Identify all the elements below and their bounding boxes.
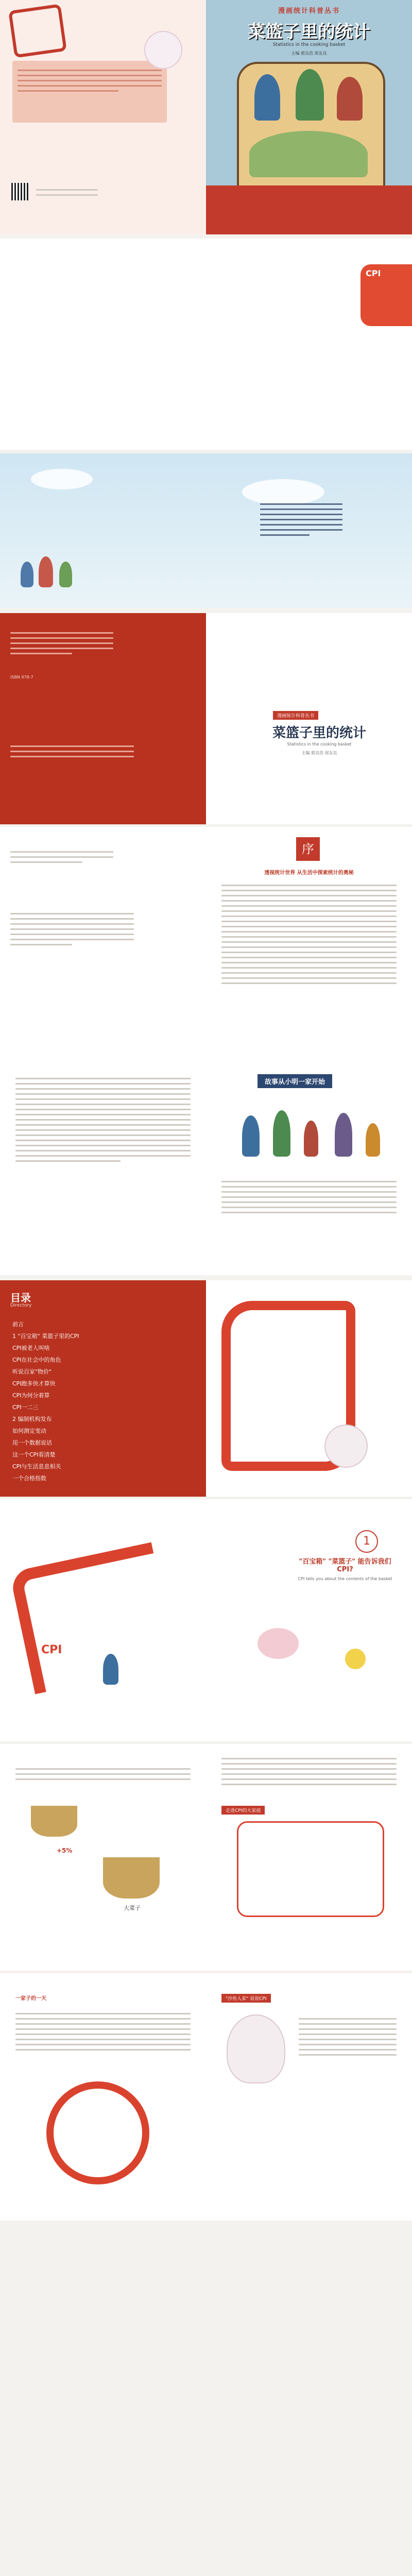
endpaper-spread xyxy=(0,239,412,450)
preface-seal xyxy=(296,837,320,861)
family-illustration xyxy=(237,62,385,195)
plus-label: +5% xyxy=(57,1847,73,1854)
cover-title: 菜篮子里的统计 xyxy=(248,22,370,42)
cpi-arrow-art xyxy=(9,1542,177,1694)
basket-small xyxy=(31,1806,77,1837)
preface-title: 序 xyxy=(302,842,314,856)
back-cover-cpi-art xyxy=(8,4,67,58)
front-cover xyxy=(206,0,412,234)
chapter1-subtitle: CPI tells you about the contents of the basket xyxy=(298,1577,392,1581)
toc-item[interactable]: 1 "百宝箱" 菜篮子里的CPI xyxy=(12,1333,79,1340)
contents-spread xyxy=(0,1280,412,1497)
cpi-corner-art xyxy=(360,264,412,326)
toc-item[interactable]: 前言 xyxy=(12,1321,24,1328)
back-cover xyxy=(0,0,206,234)
contents-subtitle: Directory xyxy=(10,1303,32,1308)
contents-page xyxy=(0,1280,206,1497)
characters-left xyxy=(21,556,77,592)
toc-item[interactable]: CPI一二三 xyxy=(12,1404,39,1411)
final-tag: "沙鱼人家" 说说CPI xyxy=(221,1994,271,2003)
preface-continued xyxy=(0,1054,206,1275)
chick-character xyxy=(345,1649,366,1669)
basket-big xyxy=(103,1857,160,1899)
chapter-illustration xyxy=(206,1280,412,1497)
publication-info xyxy=(0,827,206,1054)
toc-item[interactable]: 用一个数据说话 xyxy=(12,1439,52,1446)
cpi-arrow-label: CPI xyxy=(41,1643,62,1656)
pig-character xyxy=(258,1628,299,1659)
intro-text-block xyxy=(260,500,342,539)
copyright-page xyxy=(0,613,206,824)
garlic-character xyxy=(324,1425,368,1468)
toc-item[interactable]: CPI被老人叫啥 xyxy=(12,1345,50,1351)
cpi-family-chart xyxy=(237,1821,384,1917)
basket-big-label: 大菜子 xyxy=(124,1905,141,1911)
back-cover-credits xyxy=(36,185,98,199)
isbn-text: ISBN 978-7 xyxy=(10,675,33,680)
cover-authors: 主编 郭良浩 周友良 xyxy=(291,51,327,56)
endpaper-left xyxy=(0,239,206,450)
toc-item[interactable]: 2 编制机构发布 xyxy=(12,1416,52,1422)
garlic-mascot xyxy=(227,2014,285,2083)
preface-spread xyxy=(0,827,412,1054)
story-spread xyxy=(0,1054,412,1275)
cpi-corner-label: CPI xyxy=(366,268,381,278)
title-spread xyxy=(0,613,412,824)
inner-title-page xyxy=(206,613,412,824)
inner-series: 漫画统计科普丛书 xyxy=(273,711,318,720)
cover-subtitle: Statistics in the cooking basket xyxy=(272,42,346,47)
final-spread xyxy=(0,1973,412,2221)
contents-list xyxy=(12,1316,167,1486)
inner-title: 菜篮子里的统计 xyxy=(272,725,366,741)
final-left-page xyxy=(0,1973,206,2221)
story-title: 故事从小明一家开始 xyxy=(258,1074,332,1088)
toc-item[interactable]: CPI在社会中的角色 xyxy=(12,1357,61,1363)
contents-title: 目录 xyxy=(10,1292,31,1304)
garlic-illustration xyxy=(144,31,182,69)
chapter1-opener xyxy=(206,1499,412,1741)
story-opener xyxy=(206,1054,412,1275)
final-section-header: 一家子的一天 xyxy=(15,1996,46,2002)
inner-subtitle: Statistics in the cooking basket xyxy=(287,742,352,747)
series-banner: 漫画统计科普丛书 xyxy=(278,7,340,15)
toc-item[interactable]: 如何测定变动 xyxy=(12,1428,46,1434)
toc-item[interactable]: CPI与生活息息相关 xyxy=(12,1463,61,1470)
chapter-number: 1 xyxy=(355,1530,378,1553)
cover-spread xyxy=(0,0,412,234)
cover-red-band xyxy=(206,185,412,234)
basket-text-page xyxy=(206,1744,412,1971)
toc-item[interactable]: 这一个CPI看清楚 xyxy=(12,1451,56,1458)
cpi-ring-diagram xyxy=(46,2081,149,2184)
chapter1-title: "百宝箱" "菜篮子" 能告诉我们CPI? xyxy=(299,1558,391,1573)
toc-item[interactable]: CPI跑多快才算快 xyxy=(12,1380,56,1387)
toc-item[interactable]: CPI为何分着算 xyxy=(12,1392,50,1399)
final-right-page xyxy=(206,1973,412,2221)
back-cover-text-box xyxy=(12,61,167,123)
chapter1-spread xyxy=(0,1499,412,1741)
basket-spread xyxy=(0,1744,412,1971)
family-figures xyxy=(237,1105,391,1167)
toc-item[interactable]: 一个合格指数 xyxy=(12,1475,46,1482)
preface-headline: 透视统计世界 从生活中探索统计的奥秘 xyxy=(264,870,354,876)
section-header: 走进CPI的大家庭 xyxy=(221,1806,265,1815)
preface-page xyxy=(206,827,412,1054)
toc-item[interactable]: 听说百家"物价" xyxy=(12,1368,52,1375)
sky-spread xyxy=(0,453,412,608)
inner-authors: 主编 郭良浩 周友良 xyxy=(301,751,337,755)
cpi-arrow-page xyxy=(0,1499,206,1741)
qr-code xyxy=(11,183,29,200)
endpaper-right xyxy=(206,239,412,450)
basket-page xyxy=(0,1744,206,1971)
